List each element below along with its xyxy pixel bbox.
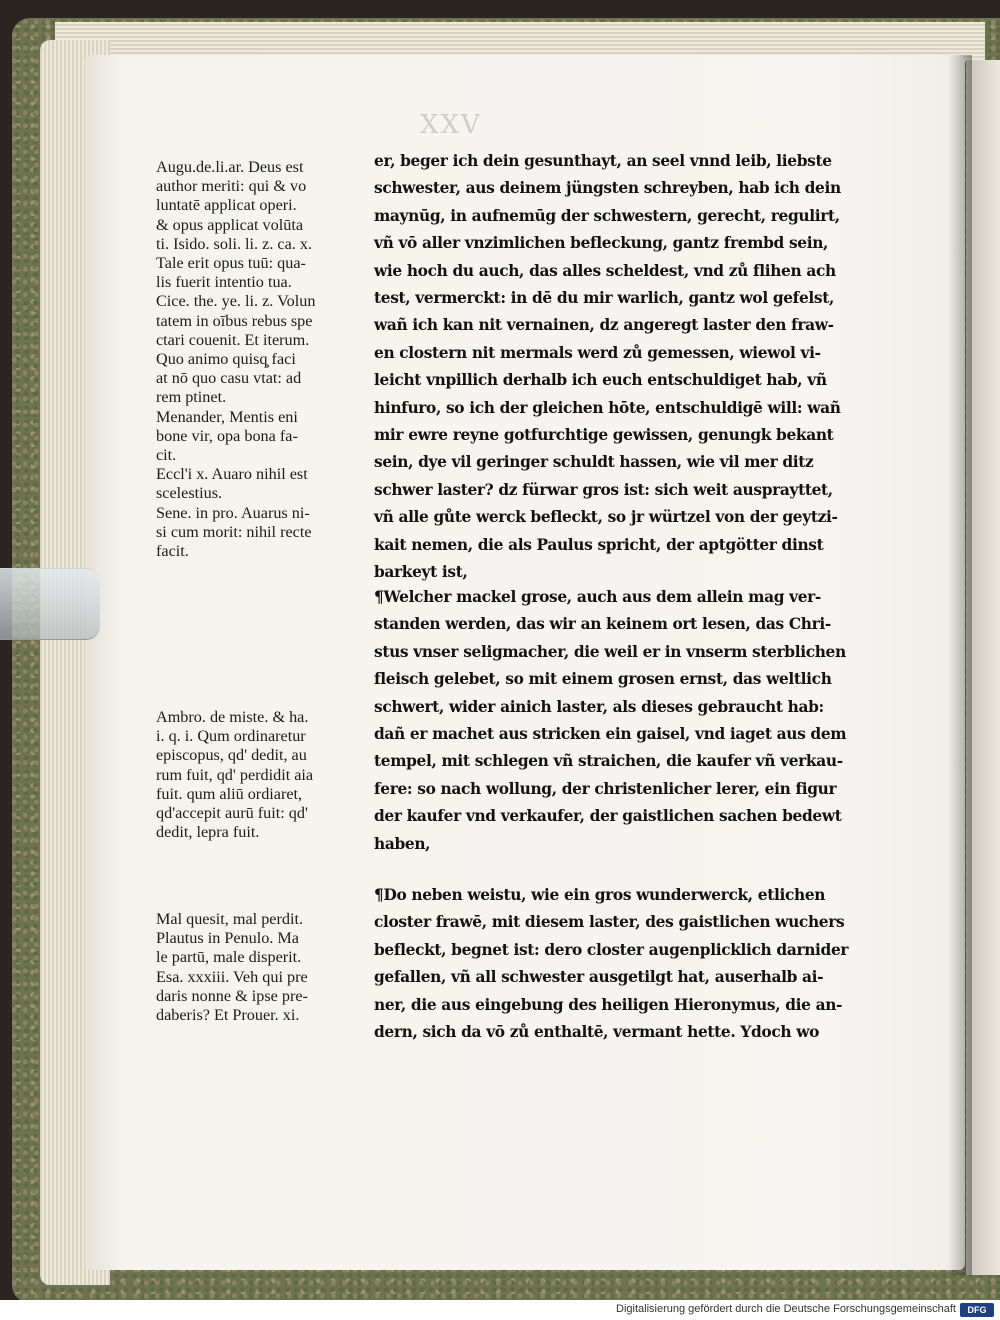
text-line: fere: so nach wollung, der christenlicher lerer, ein figur	[374, 779, 837, 798]
main-paragraph-1	[374, 148, 914, 587]
note-line: episcopus, qd' dedit, au	[156, 746, 307, 765]
note-line: Augu.de.li.ar. Deus est	[156, 158, 304, 176]
note-line: ti. Isido. soli. li. z. ca. x.	[156, 234, 313, 253]
text-line: schwer laster? dz fürwar gros ist: sich weit ausprayttet,	[374, 480, 833, 499]
note-line: si cum morit: nihil recte	[156, 522, 312, 541]
note-line: rum fuit, qd' perdidit aia	[156, 765, 314, 784]
text-line: leicht vnpillich derhalb ich euch entschuldiget hab, vñ	[374, 371, 827, 390]
text-line: closter frawē, mit diesem laster, des gaistlichen wuchers	[374, 913, 845, 932]
funding-credit: Digitalisierung gefördert durch die Deutsche Forschungsgemeinschaft	[616, 1303, 956, 1315]
note-line: Sene. in pro. Auarus ni-	[156, 503, 310, 522]
note-line: author meriti: qui & vo	[156, 177, 307, 196]
note-line: & opus applicat volūta	[156, 215, 304, 234]
note-line: Plautus in Penulo. Ma	[156, 929, 299, 948]
note-line: daberis? Et Prouer. xi.	[156, 1006, 300, 1025]
text-line: wañ ich kan nit vernainen, dz angeregt laster den fraw-	[374, 316, 834, 335]
dfg-logo: DFG	[960, 1303, 994, 1317]
text-line: ¶Do neben weistu, wie ein gros wunderwerck, etlichen	[374, 886, 826, 904]
note-line: qd'accepit aurū fuit: qd'	[156, 804, 308, 823]
text-line: sein, dye vil geringer schuldt hassen, wie vil mer ditz	[374, 453, 814, 472]
text-line: hinfuro, so ich der gleichen hōte, entschuldigē will: wañ	[374, 398, 841, 417]
text-line: en clostern nit mermals werd zů gemessen, wiewol vi-	[374, 343, 821, 362]
marginal-note-3	[156, 910, 376, 1025]
note-line: Tale erit opus tuū: qua-	[156, 254, 306, 273]
text-line: haben,	[374, 834, 431, 853]
note-line: daris nonne & ipse pre-	[156, 986, 308, 1005]
text-line: schwert, wider ainich laster, als dieses gebraucht hab:	[374, 697, 824, 716]
note-line: at nō quo casu vtat: ad	[156, 369, 302, 388]
text-line: ¶Welcher mackel grose, auch aus dem allein mag ver-	[374, 588, 821, 606]
text-line: befleckt, begnet ist: dero closter augenplicklich darnider	[374, 940, 849, 959]
folio-number: XXV	[420, 110, 482, 140]
gutter-shadow	[948, 55, 972, 1275]
note-line: lis fuerit intentio tua.	[156, 273, 292, 292]
note-line: bone vir, opa bona fa-	[156, 426, 298, 445]
text-line: test, vermerckt: in dē du mir warlich, gantz wol gefelst,	[374, 289, 834, 308]
bookmark-ribbon	[0, 568, 100, 640]
note-line: cit.	[156, 446, 177, 465]
text-line: barkeyt ist,	[374, 563, 468, 582]
note-line: i. q. i. Qum ordinaretur	[156, 727, 306, 746]
text-line: wie hoch du auch, das alles scheldest, vnd zů flihen ach	[374, 261, 836, 280]
text-line: mir ewre reyne gotfurchtige gewissen, genungk bekant	[374, 426, 834, 445]
text-line: tempel, mit schlegen vñ straichen, die kaufer vñ verkau-	[374, 752, 843, 771]
text-line: dañ er machet aus stricken ein gaisel, vnd iaget aus dem	[374, 725, 847, 744]
marginal-note-2	[156, 708, 376, 842]
note-line: le partū, male disperit.	[156, 948, 302, 967]
note-line: facit.	[156, 542, 189, 561]
note-line: dedit, lepra fuit.	[156, 823, 260, 842]
main-paragraph-2	[374, 584, 914, 858]
text-line: der kaufer vnd verkaufer, der gaistlichen sachen bedewt	[374, 807, 842, 826]
note-line: scelestius.	[156, 484, 223, 503]
text-line: kait nemen, die als Paulus spricht, der aptgötter dinst	[374, 535, 824, 554]
note-line: luntatē applicat operi.	[156, 196, 297, 215]
note-line: rem ptinet.	[156, 388, 227, 407]
text-line: ner, die aus eingebung des heiligen Hieronymus, die an-	[374, 995, 843, 1014]
text-line: schwester, aus deinem jüngsten schreyben, hab ich dein	[374, 179, 841, 198]
note-line: Quo animo quisq̧ faci	[156, 350, 296, 369]
note-line: Cice. the. ye. li. z. Volun	[156, 292, 316, 311]
note-line: tatem in oībus rebus spe	[156, 311, 313, 330]
text-line: maynūg, in aufnemūg der schwestern, gerecht, regulirt,	[374, 206, 840, 225]
text-line: stus vnser seligmacher, die weil er in vnserm sterblichen	[374, 642, 846, 661]
text-line: gefallen, vñ all schwester ausgetilgt hat, auserhalb ai-	[374, 968, 824, 987]
note-line: Ambro. de miste. & ha.	[156, 708, 309, 726]
note-line: fuit. qum aliū ordiaret,	[156, 784, 303, 803]
text-line: vñ vō aller vnzimlichen befleckung, gantz frembd sein,	[374, 234, 829, 253]
text-line: er, beger ich dein gesunthayt, an seel vnnd leib, liebste	[374, 152, 832, 170]
text-line: standen werden, das wir an keinem ort lesen, das Chri-	[374, 615, 831, 634]
note-line: Esa. xxxiii. Veh qui pre	[156, 967, 308, 986]
note-line: Mal quesit, mal perdit.	[156, 910, 304, 928]
text-line: fleisch gelebet, so mit einem grosen ernst, das weltlich	[374, 670, 832, 689]
marginal-note-1	[156, 158, 376, 561]
note-line: ctari couenit. Et iterum.	[156, 330, 310, 349]
text-line: dern, sich da vō zů enthaltē, vermant hette. Ydoch wo	[374, 1023, 820, 1042]
main-paragraph-3	[374, 882, 914, 1046]
footer-bar	[0, 1300, 1000, 1320]
note-line: Eccl'i x. Auaro nihil est	[156, 465, 308, 484]
note-line: Menander, Mentis eni	[156, 407, 298, 426]
text-line: vñ alle gůte werck befleckt, so jr würtzel von der geytzi-	[374, 508, 838, 527]
